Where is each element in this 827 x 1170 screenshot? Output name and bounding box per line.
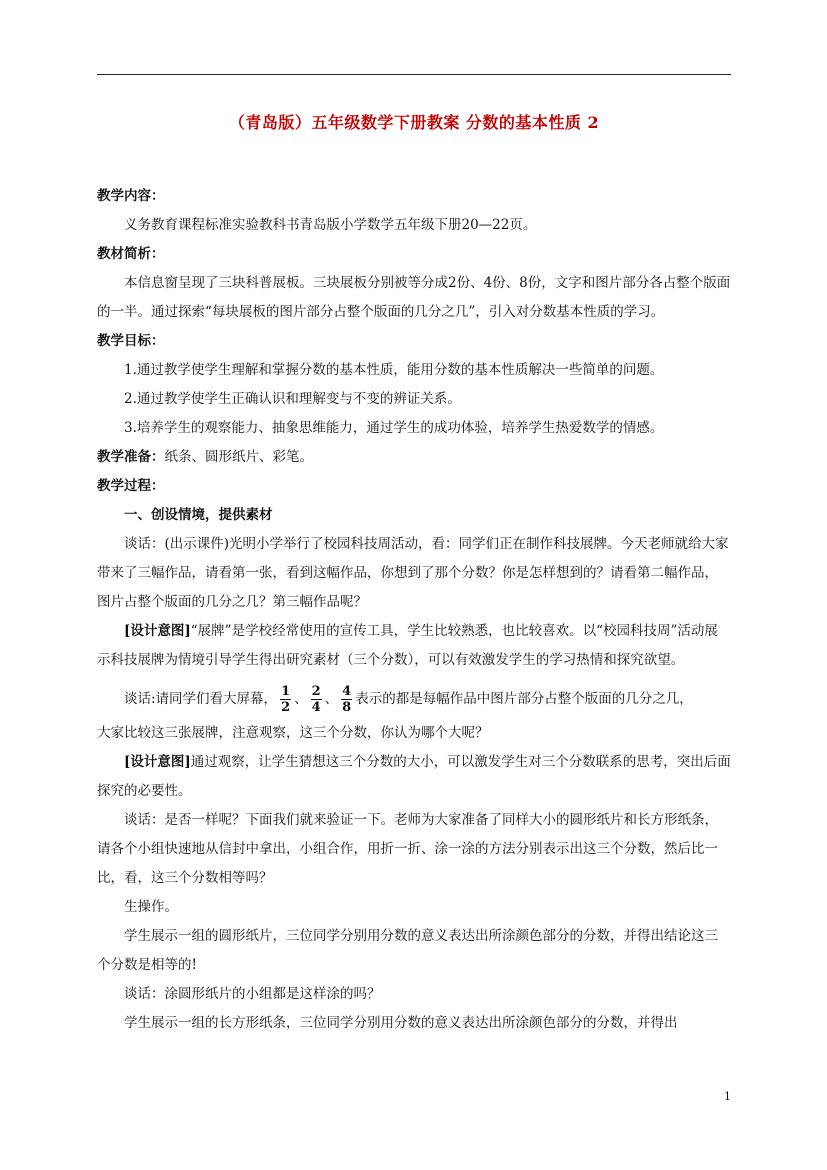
heading-goals: 教学目标： bbox=[97, 333, 165, 349]
document-title: （青岛版）五年级数学下册教案 分数的基本性质 2 bbox=[228, 113, 600, 132]
fraction-3-numerator: 4 bbox=[342, 683, 352, 699]
header-rule bbox=[97, 74, 731, 75]
prep-line bbox=[97, 443, 731, 472]
design-tag: [设计意图] bbox=[124, 754, 191, 770]
paragraph-operate: 生操作。 bbox=[124, 899, 178, 915]
talk-2-suffix: 表示的都是每幅作品中图片部分占整个版面的几分之几， bbox=[355, 690, 693, 707]
heading-prep: 教学准备： bbox=[97, 449, 165, 465]
fraction-separator: 、 bbox=[324, 690, 339, 707]
fraction-separator: 、 bbox=[294, 690, 308, 707]
design-tag: [设计意图] bbox=[124, 623, 191, 639]
fraction-3-denominator: 8 bbox=[342, 699, 352, 715]
step-heading-1: 一、创设情境，提供素材 bbox=[124, 507, 273, 523]
heading-process: 教学过程： bbox=[97, 478, 165, 494]
fraction-2-numerator: 2 bbox=[311, 683, 321, 699]
heading-content: 教学内容： bbox=[97, 188, 165, 204]
paragraph-show-circle: 学生展示一组的圆形纸片，三位同学分别用分数的意义表达出所涂颜色部分的分数，并得出结论这三个分数是相等的! bbox=[97, 928, 718, 973]
design-body: “展牌”是学校经常使用的宣传工具，学生比较熟悉，也比较喜欢。以“校园科技周”活动展示科技展牌为情境引导学生得出研究素材（三个分数），可以有效激发学生的学习热情和探究欲望。 bbox=[97, 623, 718, 668]
design-body: 通过观察，让学生猜想这三个分数的大小，可以激发学生对三个分数联系的思考，突出后面探究的必要性。 bbox=[97, 754, 731, 799]
fraction-line bbox=[97, 679, 731, 719]
paragraph-talk-2-cont: 大家比较这三张展牌，注意观察，这三个分数，你认为哪个大呢？ bbox=[97, 725, 489, 741]
heading-analysis: 教材简析： bbox=[97, 246, 165, 262]
paragraph-talk-4: 谈话：涂圆形纸片的小组都是这样涂的吗？ bbox=[124, 986, 381, 1002]
fraction-2 bbox=[310, 684, 323, 715]
goal-item-1: 1.通过教学使学生理解和掌握分数的基本性质，能用分数的基本性质解决一些简单的问题。 bbox=[124, 362, 664, 378]
page-number: 1 bbox=[724, 1090, 731, 1103]
paragraph-design-2 bbox=[97, 748, 731, 806]
fraction-1 bbox=[279, 684, 292, 715]
paragraph-talk-1: 谈话：(出示课件)光明小学举行了校园科技周活动，看：同学们正在制作科技展牌。今天老师就给大家带来了三幅作品，请看第一张，看到这幅作品，你想到了那个分数？你是怎样想到的？请看第二幅作品，图片占整个版面的几分之几？第三幅作品呢？ bbox=[97, 536, 729, 610]
prep-body: 纸条、圆形纸片、彩笔。 bbox=[164, 449, 313, 465]
paragraph-design-1 bbox=[97, 617, 731, 675]
paragraph-talk-3: 谈话：是否一样呢？下面我们就来验证一下。老师为大家准备了同样大小的圆形纸片和长方形纸条，请各个小组快速地从信封中拿出，小组合作，用折一折、涂一涂的方法分别表示出这三个分数，然后比一比，看，这三个分数相等吗？ bbox=[97, 812, 718, 886]
paragraph-content: 义务教育课程标准实验教科书青岛版小学数学五年级下册20—22页。 bbox=[124, 217, 537, 233]
fraction-1-numerator: 1 bbox=[281, 683, 291, 699]
goal-item-2: 2.通过教学使学生正确认识和理解变与不变的辨证关系。 bbox=[124, 391, 461, 407]
fraction-3 bbox=[340, 684, 353, 715]
fraction-1-denominator: 2 bbox=[281, 699, 291, 715]
paragraph-show-strip: 学生展示一组的长方形纸条，三位同学分别用分数的意义表达出所涂颜色部分的分数，并得出 bbox=[124, 1015, 678, 1031]
paragraph-analysis: 本信息窗呈现了三块科普展板。三块展板分别被等分成2份、4份、8份，文字和图片部分各占整个版面的一半。通过探索“每块展板的图片部分占整个版面的几分之几”，引入对分数基本性质的学习。 bbox=[97, 275, 731, 320]
fraction-2-denominator: 4 bbox=[311, 699, 321, 715]
talk-2-prefix: 谈话:请同学们看大屏幕， bbox=[124, 690, 278, 707]
goal-item-3: 3.培养学生的观察能力、抽象思维能力，通过学生的成功体验，培养学生热爱数学的情感。 bbox=[124, 420, 664, 436]
document-body bbox=[97, 182, 731, 1038]
